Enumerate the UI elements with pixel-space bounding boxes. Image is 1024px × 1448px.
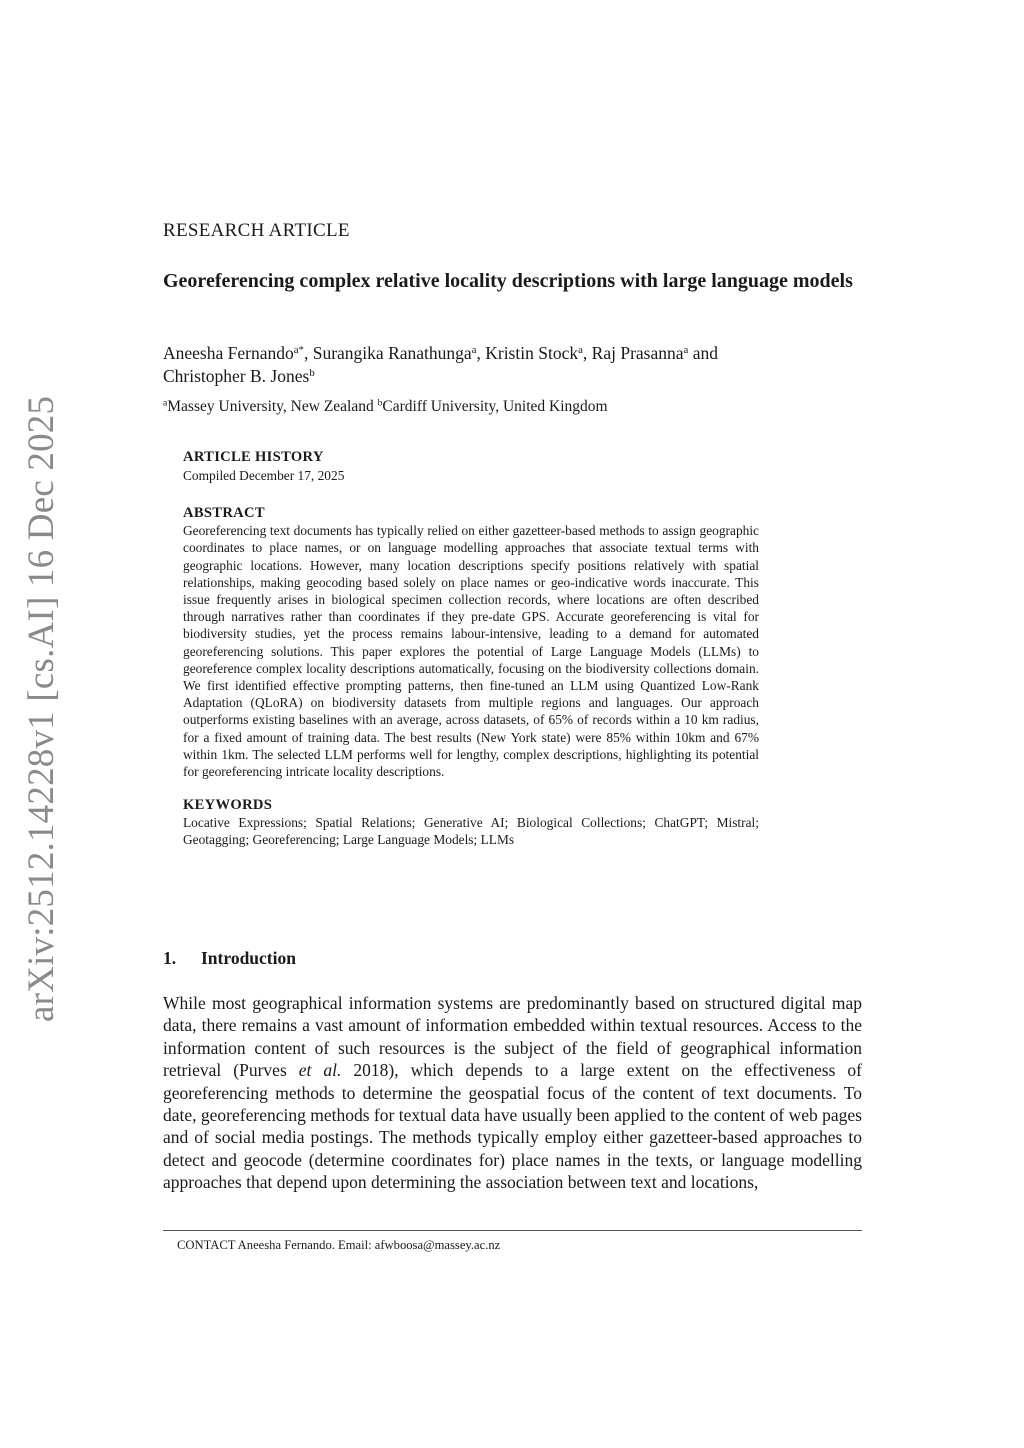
affiliation: $^b$Cardiff University, United Kingdom <box>377 397 608 415</box>
abstract-block <box>183 448 759 849</box>
keywords-heading: KEYWORDS <box>183 797 273 814</box>
author-list <box>163 342 863 388</box>
citation-et-al: et al. <box>298 1060 342 1081</box>
affiliation: $^a$Massey University, New Zealand <box>163 397 378 415</box>
section-title: Introduction <box>201 948 296 968</box>
paper-title: Georeferencing complex relative locality descriptions with large language models <box>163 270 853 292</box>
article-history-heading: ARTICLE HISTORY <box>183 449 324 465</box>
keywords-text: Locative Expressions; Spatial Relations; Generative AI; Biological Collections; ChatGPT; Mistral; Geotagging; Georeferencing; Large Language Models; LLMs <box>183 815 759 848</box>
section-number: 1. <box>163 948 177 968</box>
abstract-heading: ABSTRACT <box>183 505 265 522</box>
author: Surangika Ranathunga$^a$, <box>312 343 486 363</box>
introduction-paragraph: While most geographical information systems are predominantly based on structured digital map data, there remains a vast amount of information embedded within textual resources. Access to the information content of such resources is the subject of the field of geographical information retrieval (Purves et al. 2018), which depends to a large extent on the effectiveness of georeferencing methods to determine the geospatial focus of the content of text documents. To date, georeferencing methods for textual data have usually been applied to the content of web pages and of social media postings. The methods typically employ either gazetteer-based approaches to detect and geocode (determine coordinates for) place names in the texts, or language modelling approaches that depend upon determining the association between text and locations, <box>163 993 862 1193</box>
contact-footnote: CONTACT Aneesha Fernando. Email: afwboosa@massey.ac.nz <box>177 1238 501 1252</box>
arxiv-identifier-stamp: arXiv:2512.14228v1 [cs.AI] 16 Dec 2025 <box>21 395 62 1022</box>
abstract-text: Georeferencing text documents has typically relied on either gazetteer-based methods to assign geographic coordinates to place names, or on language modelling approaches that associate textual terms with geographic locations. However, many location descriptions specify positions relatively with spatial relationships, making geocoding based solely on place names or geo-indicative words inaccurate. This issue frequently arises in biological specimen collection records, where locations are often described through narratives rather than coordinates if they pre-date GPS. Accurate georeferencing is vital for biodiversity studies, yet the process remains labour-intensive, leading to a demand for automated georeferencing solutions. This paper explores the potential of Large Language Models (LLMs) to georeference complex locality descriptions automatically, focusing on the biodiversity collections domain. We first identified effective prompting patterns, then fine-tuned an LLM using Quantized Low-Rank Adaptation (QLoRA) on biodiversity datasets from multiple regions and languages. Our approach outperforms existing baselines with an average, across datasets, of 65% of records within a 10 km radius, for a fixed amount of training data. The best results (New York state) were 85% within 10km and 67% within 1km. The selected LLM performs well for lengthy, complex descriptions, highlighting its potential for georeferencing intricate locality descriptions. <box>183 523 759 780</box>
author: Kristin Stock$^a$, <box>485 343 592 363</box>
footnote-divider <box>163 1230 862 1231</box>
compiled-date: Compiled December 17, 2025 <box>183 468 345 483</box>
section-heading-introduction <box>163 948 296 969</box>
author: Raj Prasanna$^a$ and <box>591 343 719 363</box>
author: Aneesha Fernando$^{a*}$, <box>163 343 313 363</box>
article-type-label: RESEARCH ARTICLE <box>163 220 350 241</box>
author: Christopher B. Jones$^b$ <box>163 366 315 386</box>
affiliation-list <box>163 397 863 417</box>
